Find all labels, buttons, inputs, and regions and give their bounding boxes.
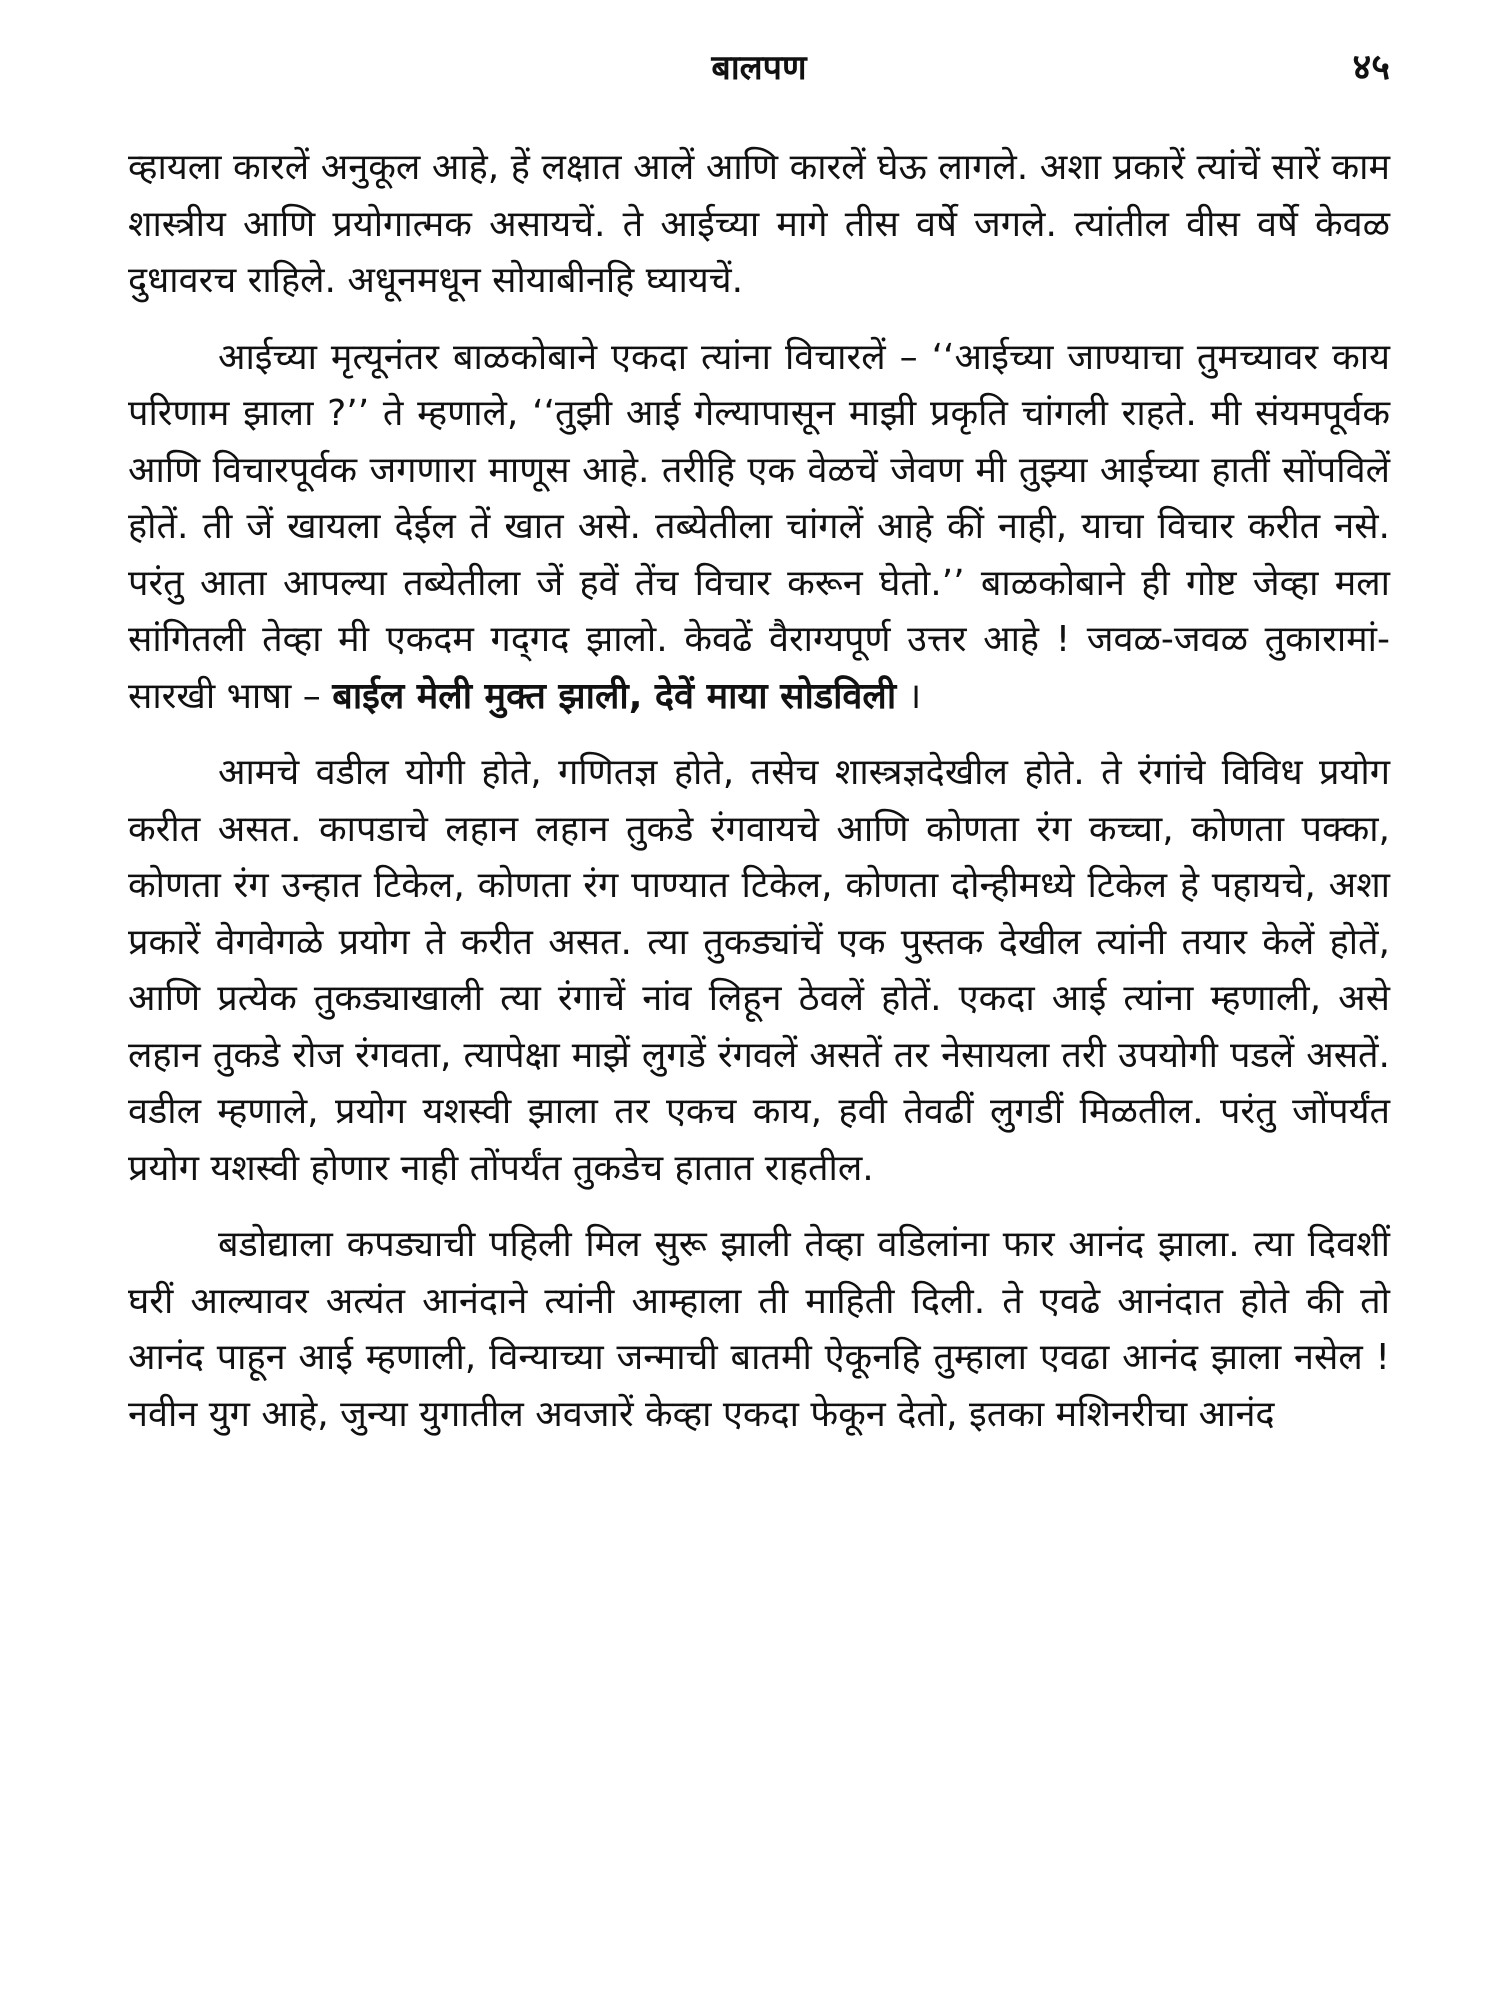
body-text bbox=[128, 140, 1390, 1463]
paragraph-2-text: आईच्या मृत्यूनंतर बाळकोबाने एकदा त्यांना विचारलें – ‘‘आईच्या जाण्याचा तुमच्यावर काय परिणाम झाला ?’’ ते म्हणाले, ‘‘तुझी आई गेल्यापासून माझी प्रकृति चांगली राहते. मी संयमपूर्वक आणि विचारपूर्वक जगणारा माणूस आहे. तरीहि एक वेळचें जेवण मी तुझ्या आईच्या हातीं सोंपविलें होतें. ती जें खायला देईल तें खात असे. तब्येतीला चांगलें आहे कीं नाही, याचा विचार करीत नसे. परंतु आता आपल्या तब्येतीला जें हवें तेंच विचार करून घेतो.’’ बाळकोबाने ही गोष्ट जेव्हा मला सांगितली तेव्हा मी एकदम गद्‌गद झालो. केवढें वैराग्यपूर्ण उत्तर आहे ! जवळ-जवळ तुकारामां-सारखी भाषा – bbox=[128, 336, 1390, 717]
paragraph-1 bbox=[128, 140, 1390, 310]
paragraph-1-text: व्हायला कारलें अनुकूल आहे, हें लक्षात आलें आणि कारलें घेऊ लागले. अशा प्रकारें त्यांचें सारें काम शास्त्रीय आणि प्रयोगात्मक असायचें. ते आईच्या मागे तीस वर्षे जगले. त्यांतील वीस वर्षे केवळ दुधावरच राहिले. अधूनमधून सोयाबीनहि घ्यायचें. bbox=[128, 147, 1390, 301]
chapter-title: बालपण bbox=[711, 48, 807, 88]
paragraph-2 bbox=[128, 330, 1390, 726]
paragraph-3 bbox=[128, 745, 1390, 1197]
paragraph-4 bbox=[128, 1217, 1390, 1443]
page-number: ४५ bbox=[1352, 47, 1390, 88]
paragraph-3-text: आमचे वडील योगी होते, गणितज्ञ होते, तसेच शास्त्रज्ञदेखील होते. ते रंगांचे विविध प्रयोग करीत असत. कापडाचे लहान लहान तुकडे रंगवायचे आणि कोणता रंग कच्चा, कोणता पक्का, कोणता रंग उन्हात टिकेल, कोणता रंग पाण्यात टिकेल, कोणता दोन्हीमध्ये टिकेल हे पहायचे, अशा प्रकारें वेगवेगळे प्रयोग ते करीत असत. त्या तुकड्यांचें एक पुस्तक देखील त्यांनी तयार केलें होतें, आणि प्रत्येक तुकड्याखाली त्या रंगाचें नांव लिहून ठेवलें होतें. एकदा आई त्यांना म्हणाली, असे लहान तुकडे रोज रंगवता, त्यापेक्षा माझें लुगडें रंगवलें असतें तर नेसायला तरी उपयोगी पडलें असतें. वडील म्हणाले, प्रयोग यशस्वी झाला तर एकच काय, हवी तेवढीं लुगडीं मिळतील. परंतु जोंपर्यंत प्रयोग यशस्वी होणार नाही तोंपर्यंत तुकडेच हातात राहतील. bbox=[128, 752, 1390, 1189]
quote-danda: । bbox=[896, 675, 922, 717]
paragraph-4-text: बडोद्याला कपड्याची पहिली मिल सुरू झाली तेव्हा वडिलांना फार आनंद झाला. त्या दिवशीं घरीं आल्यावर अत्यंत आनंदाने त्यांनी आम्हाला ती माहिती दिली. ते एवढे आनंदात होते की तो आनंद पाहून आई म्हणाली, विन्याच्या जन्माची बातमी ऐकूनहि तुम्हाला एवढा आनंद झाला नसेल ! नवीन युग आहे, जुन्या युगातील अवजारें केव्हा एकदा फेकून देतो, इतका मशिनरीचा आनंद bbox=[128, 1224, 1390, 1435]
tukaram-quote: बाईल मेली मुक्त झाली, देवें माया सोडविली bbox=[332, 675, 897, 717]
running-head bbox=[128, 38, 1390, 98]
